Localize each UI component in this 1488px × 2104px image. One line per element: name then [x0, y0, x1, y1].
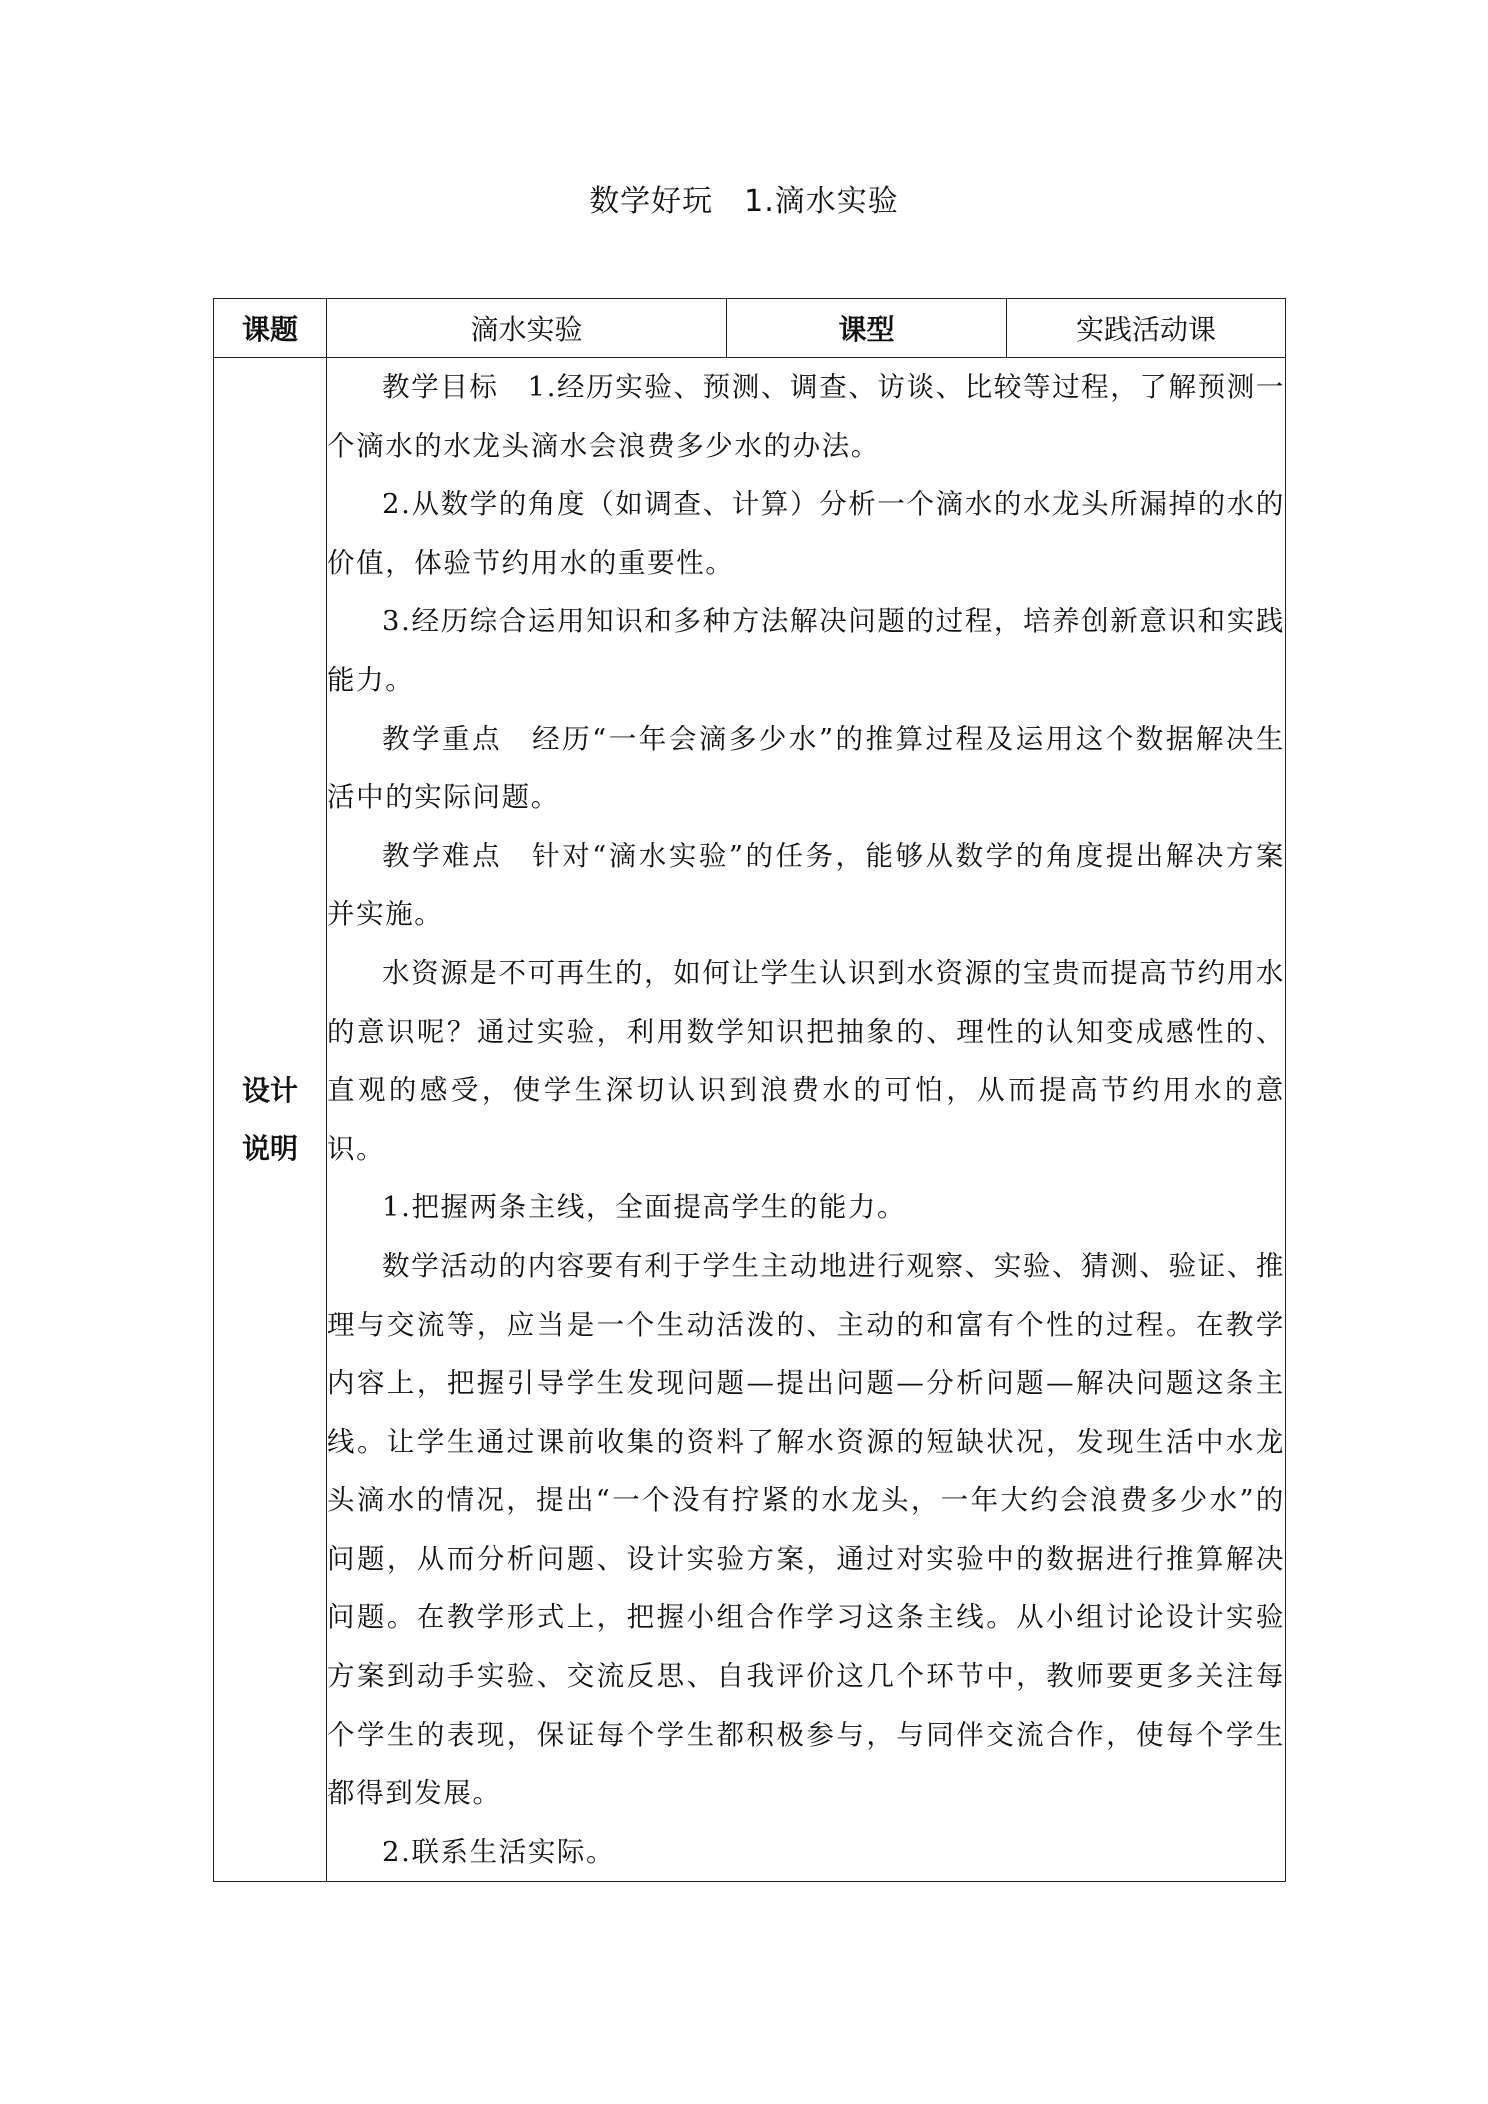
topic-label: 课题 — [214, 299, 327, 358]
document-title: 数学好玩 1.滴水实验 — [589, 184, 899, 219]
paragraph-main-lines: 1.把握两条主线，全面提高学生的能力。 — [382, 1191, 907, 1224]
paragraph-goal-2: 2.从数学的角度（如调查、计算）分析一个滴水的水龙头所漏掉的水的价值，体验节约用水的重要性。 — [327, 488, 1285, 579]
paragraph-goal-3: 3.经历综合运用知识和多种方法解决问题的过程，培养创新意识和实践能力。 — [327, 605, 1285, 696]
lesson-type-label: 课型 — [727, 299, 1007, 358]
design-notes-row — [214, 358, 1286, 1882]
paragraph-real-life: 2.联系生活实际。 — [382, 1835, 616, 1868]
design-notes-content — [327, 358, 1286, 1882]
paragraph-key-points: 教学重点 经历“一年会滴多少水”的推算过程及运用这个数据解决生活中的实际问题。 — [327, 722, 1285, 814]
lesson-type-value: 实践活动课 — [1007, 299, 1286, 358]
paragraph-difficulties: 教学难点 针对“滴水实验”的任务，能够从数学的角度提出解决方案并实施。 — [327, 839, 1285, 931]
design-notes-label-cell — [214, 358, 327, 1882]
topic-value: 滴水实验 — [327, 299, 727, 358]
paragraph-water-resources: 水资源是不可再生的，如何让学生认识到水资源的宝贵而提高节约用水的意识呢？通过实验，利用数学知识把抽象的、理性的认知变成感性的、直观的感受，使学生深切认识到浪费水的可怕，从而提高节约用水的意识。 — [327, 956, 1285, 1165]
design-notes-label-line-1: 设计 — [241, 1073, 298, 1107]
table-header-row — [214, 299, 1286, 358]
paragraph-teaching-goals: 教学目标 1.经历实验、预测、调查、访谈、比较等过程，了解预测一个滴水的水龙头滴水会浪费多少水的办法。 — [327, 371, 1285, 462]
design-notes-label-line-2: 说明 — [241, 1131, 298, 1165]
lesson-plan-table — [213, 298, 1286, 1882]
paragraph-math-activities: 数学活动的内容要有利于学生主动地进行观察、实验、猜测、验证、推理与交流等，应当是一个生动活泼的、主动的和富有个性的过程。在教学内容上，把握引导学生发现问题—提出问题—分析问题—解决问题这条主线。让学生通过课前收集的资料了解水资源的短缺状况，发现生活中水龙头滴水的情况，提出“一个没有拧紧的水龙头，一年大约会浪费多少水”的问题，从而分析问题、设计实验方案，通过对实验中的数据进行推算解决问题。在教学形式上，把握小组合作学习这条主线。从小组讨论设计实验方案到动手实验、交流反思、自我评价这几个环节中，教师要更多关注每个学生的表现，保证每个学生都积极参与，与同伴交流合作，使每个学生都得到发展。 — [327, 1249, 1285, 1810]
